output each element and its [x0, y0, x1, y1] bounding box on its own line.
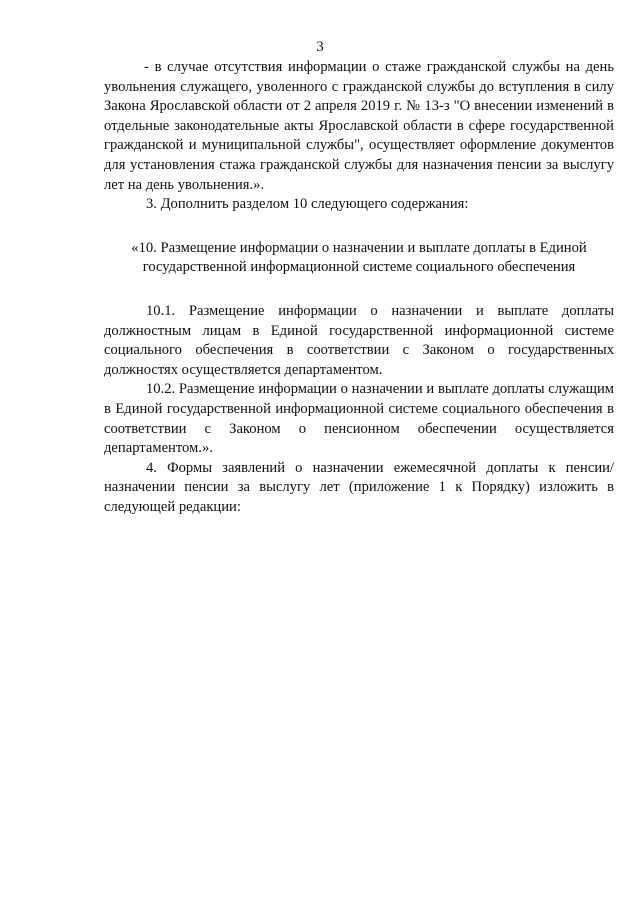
- page-number: 3: [316, 39, 324, 55]
- paragraph-10-2: 10.2. Размещение информации о назначении и выплате доплаты служащим в Единой государственной информационной системе социального обеспечения в соответствии с Законом о пенсионном обеспечении осуществляется департаментом.».: [104, 381, 614, 457]
- paragraph-civil-service-record: - в случае отсутствия информации о стаже гражданской службы на день увольнения служащего, уволенного с гражданской службы до вступления в силу Закона Ярославской области от 2 апреля 2019 г. № 13-з "О внесении изменений в отдельные законодательные акты Ярославской области в сфере государственной гражданской и муниципальной службы", осуществляет оформление документов для установления стажа гражданской службы для назначения пенсии за выслугу лет на день увольнения.».: [104, 59, 614, 193]
- document-body: [104, 58, 614, 517]
- section-10-heading: «10. Размещение информации о назначении и выплате доплаты в Единой государственной информационной системе социального обеспечения: [131, 239, 587, 276]
- paragraph-item-4: 4. Формы заявлений о назначении ежемесячной доплаты к пенсии/ назначении пенсии за выслугу лет (приложение 1 к Порядку) изложить в следующей редакции:: [104, 459, 614, 515]
- paragraph-10-1: 10.1. Размещение информации о назначении и выплате доплаты должностным лицам в Единой государственной информационной системе социального обеспечения в соответствии с Законом о государственных должностях осуществляется департаментом.: [104, 302, 614, 378]
- paragraph-item-3: 3. Дополнить разделом 10 следующего содержания:: [146, 196, 469, 213]
